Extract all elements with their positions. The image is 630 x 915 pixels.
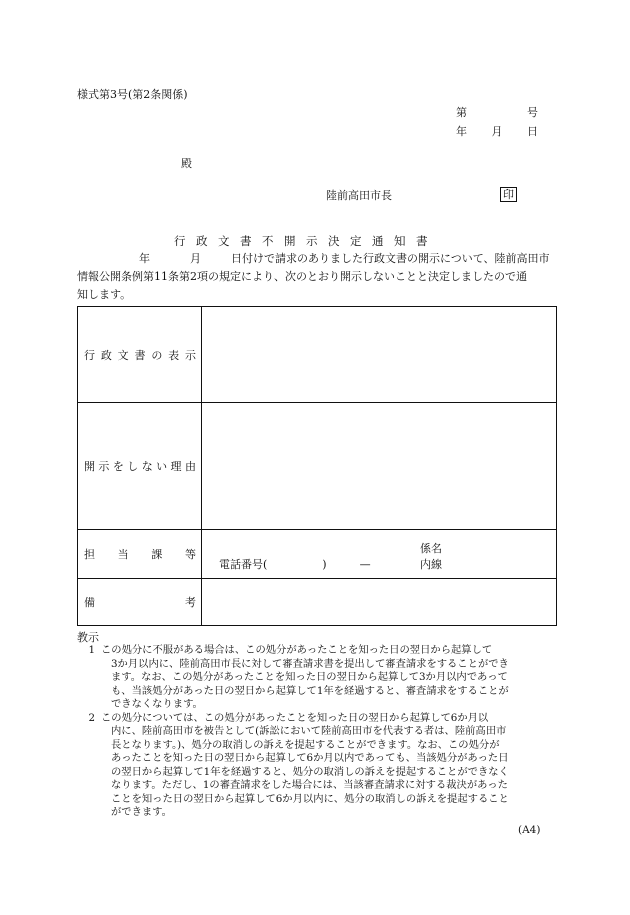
label-char: 示 (184, 348, 196, 362)
document-number-line (456, 104, 538, 120)
label-char: 当 (117, 548, 129, 561)
label-char: 考 (185, 596, 196, 609)
intro-year: 年 (139, 252, 150, 265)
note-body (101, 644, 555, 712)
label-char: 開 (84, 460, 95, 473)
row-label-document (78, 307, 202, 403)
note-line: ます。なお、この処分があったことを知った日の翌日から起算して3か月以内であって (111, 671, 508, 683)
label-char: 課 (151, 548, 163, 561)
note-body (101, 712, 555, 820)
table-row (78, 403, 557, 530)
list-item (77, 644, 555, 712)
number-label: 第 (456, 106, 467, 119)
notes-list (77, 644, 555, 820)
label-char: 政 (100, 348, 112, 362)
note-line: できなくなります。 (111, 698, 203, 710)
note-line: なります。ただし、1の審査請求をした場合には、当該審査請求に対する裁決があった (111, 779, 508, 791)
row-label-section (78, 530, 202, 579)
label-char: し (127, 460, 139, 473)
note-line: 長となります。)、処分の取消しの訴えを提起することができます。なお、この処分が (111, 738, 500, 751)
list-item (77, 712, 555, 820)
intro-line-1-text: 日付けで請求のありました行政文書の開示について、陸前高田市 (231, 252, 550, 265)
extension-label: 内線 (420, 558, 442, 571)
table-row (78, 307, 557, 403)
note-line: この処分に不服がある場合は、この処分があったことを知った日の翌日から起算して (101, 644, 493, 656)
nondisclosure-reason-field[interactable] (202, 403, 557, 530)
paper-size-label: (A4) (518, 824, 541, 836)
date-year: 年 (456, 125, 467, 138)
label-char: の (151, 348, 163, 362)
document-description-field[interactable] (202, 307, 557, 403)
document-title: 行政文書不開示決定通知書 (174, 234, 438, 248)
label-char: 担 (84, 548, 95, 561)
note-line: あったことを知った日の翌日から起算して6か月以内であっても、当該処分があった日 (111, 752, 509, 764)
disclosure-table (77, 306, 557, 626)
intro-month: 月 (190, 252, 201, 265)
note-number: 1 (88, 644, 95, 656)
note-number: 2 (88, 711, 95, 724)
label-char: 示 (98, 460, 110, 473)
note-line: 3か月以内に、陸前高田市長に対して審査請求書を提出して審査請求をすることができ (111, 657, 509, 670)
notes-heading: 教示 (77, 631, 99, 644)
label-char: 理 (170, 460, 182, 473)
seal-mark: 印 (500, 187, 517, 202)
intro-line-3: 知します。 (77, 288, 132, 301)
date-day: 日 (527, 125, 538, 138)
contact-field[interactable] (202, 530, 557, 579)
phone-number-label: 電話番号( ) — (219, 558, 371, 571)
row-label-remarks (78, 579, 202, 626)
label-char: を (112, 460, 124, 473)
label-char: 備 (84, 596, 95, 609)
table-row (78, 530, 557, 579)
sender: 陸前高田市長 (326, 189, 392, 202)
addressee: 殿 (181, 157, 192, 170)
label-spread (78, 347, 201, 363)
row-label-reason (78, 403, 202, 530)
label-char: な (141, 460, 153, 473)
label-char: 由 (184, 460, 196, 473)
intro-line-1 (77, 250, 557, 268)
issue-date-line (456, 123, 538, 139)
label-char: 表 (168, 348, 180, 362)
note-line: ことを知った日の翌日から起算して6か月以内に、処分の取消しの訴えを提起すること (111, 792, 509, 805)
label-spread (78, 594, 201, 610)
label-char: 書 (134, 348, 146, 362)
note-line: 内に、陸前高田市を被告として(訴訟において陸前高田市を代表する者は、陸前高田市 (111, 725, 507, 737)
form-number: 様式第3号(第2条関係) (77, 88, 188, 101)
intro-line-2: 情報公開条例第11条第2項の規定により、次のとおり開示しないことと決定しましたので通 (77, 270, 527, 283)
intro-paragraph (77, 250, 557, 304)
label-spread (78, 458, 201, 474)
label-char: 等 (184, 548, 196, 561)
table-row (78, 579, 557, 626)
date-month: 月 (491, 125, 503, 138)
label-spread (78, 546, 201, 562)
note-line: も、当該処分があった日の翌日から起算して1年を経過すると、審査請求をすることが (111, 684, 509, 697)
remarks-field[interactable] (202, 579, 557, 626)
label-char: 文 (117, 348, 129, 362)
section-name-label: 係名 (420, 542, 442, 555)
note-line: の翌日から起算して1年を経過すると、処分の取消しの訴えを提起することができなく (111, 765, 509, 778)
number-suffix: 号 (527, 106, 538, 119)
note-line: ができます。 (111, 806, 172, 818)
note-line: この処分については、この処分があったことを知った日の翌日から起算して6か月以 (101, 711, 489, 724)
label-char: い (156, 460, 168, 473)
label-char: 行 (84, 348, 95, 362)
